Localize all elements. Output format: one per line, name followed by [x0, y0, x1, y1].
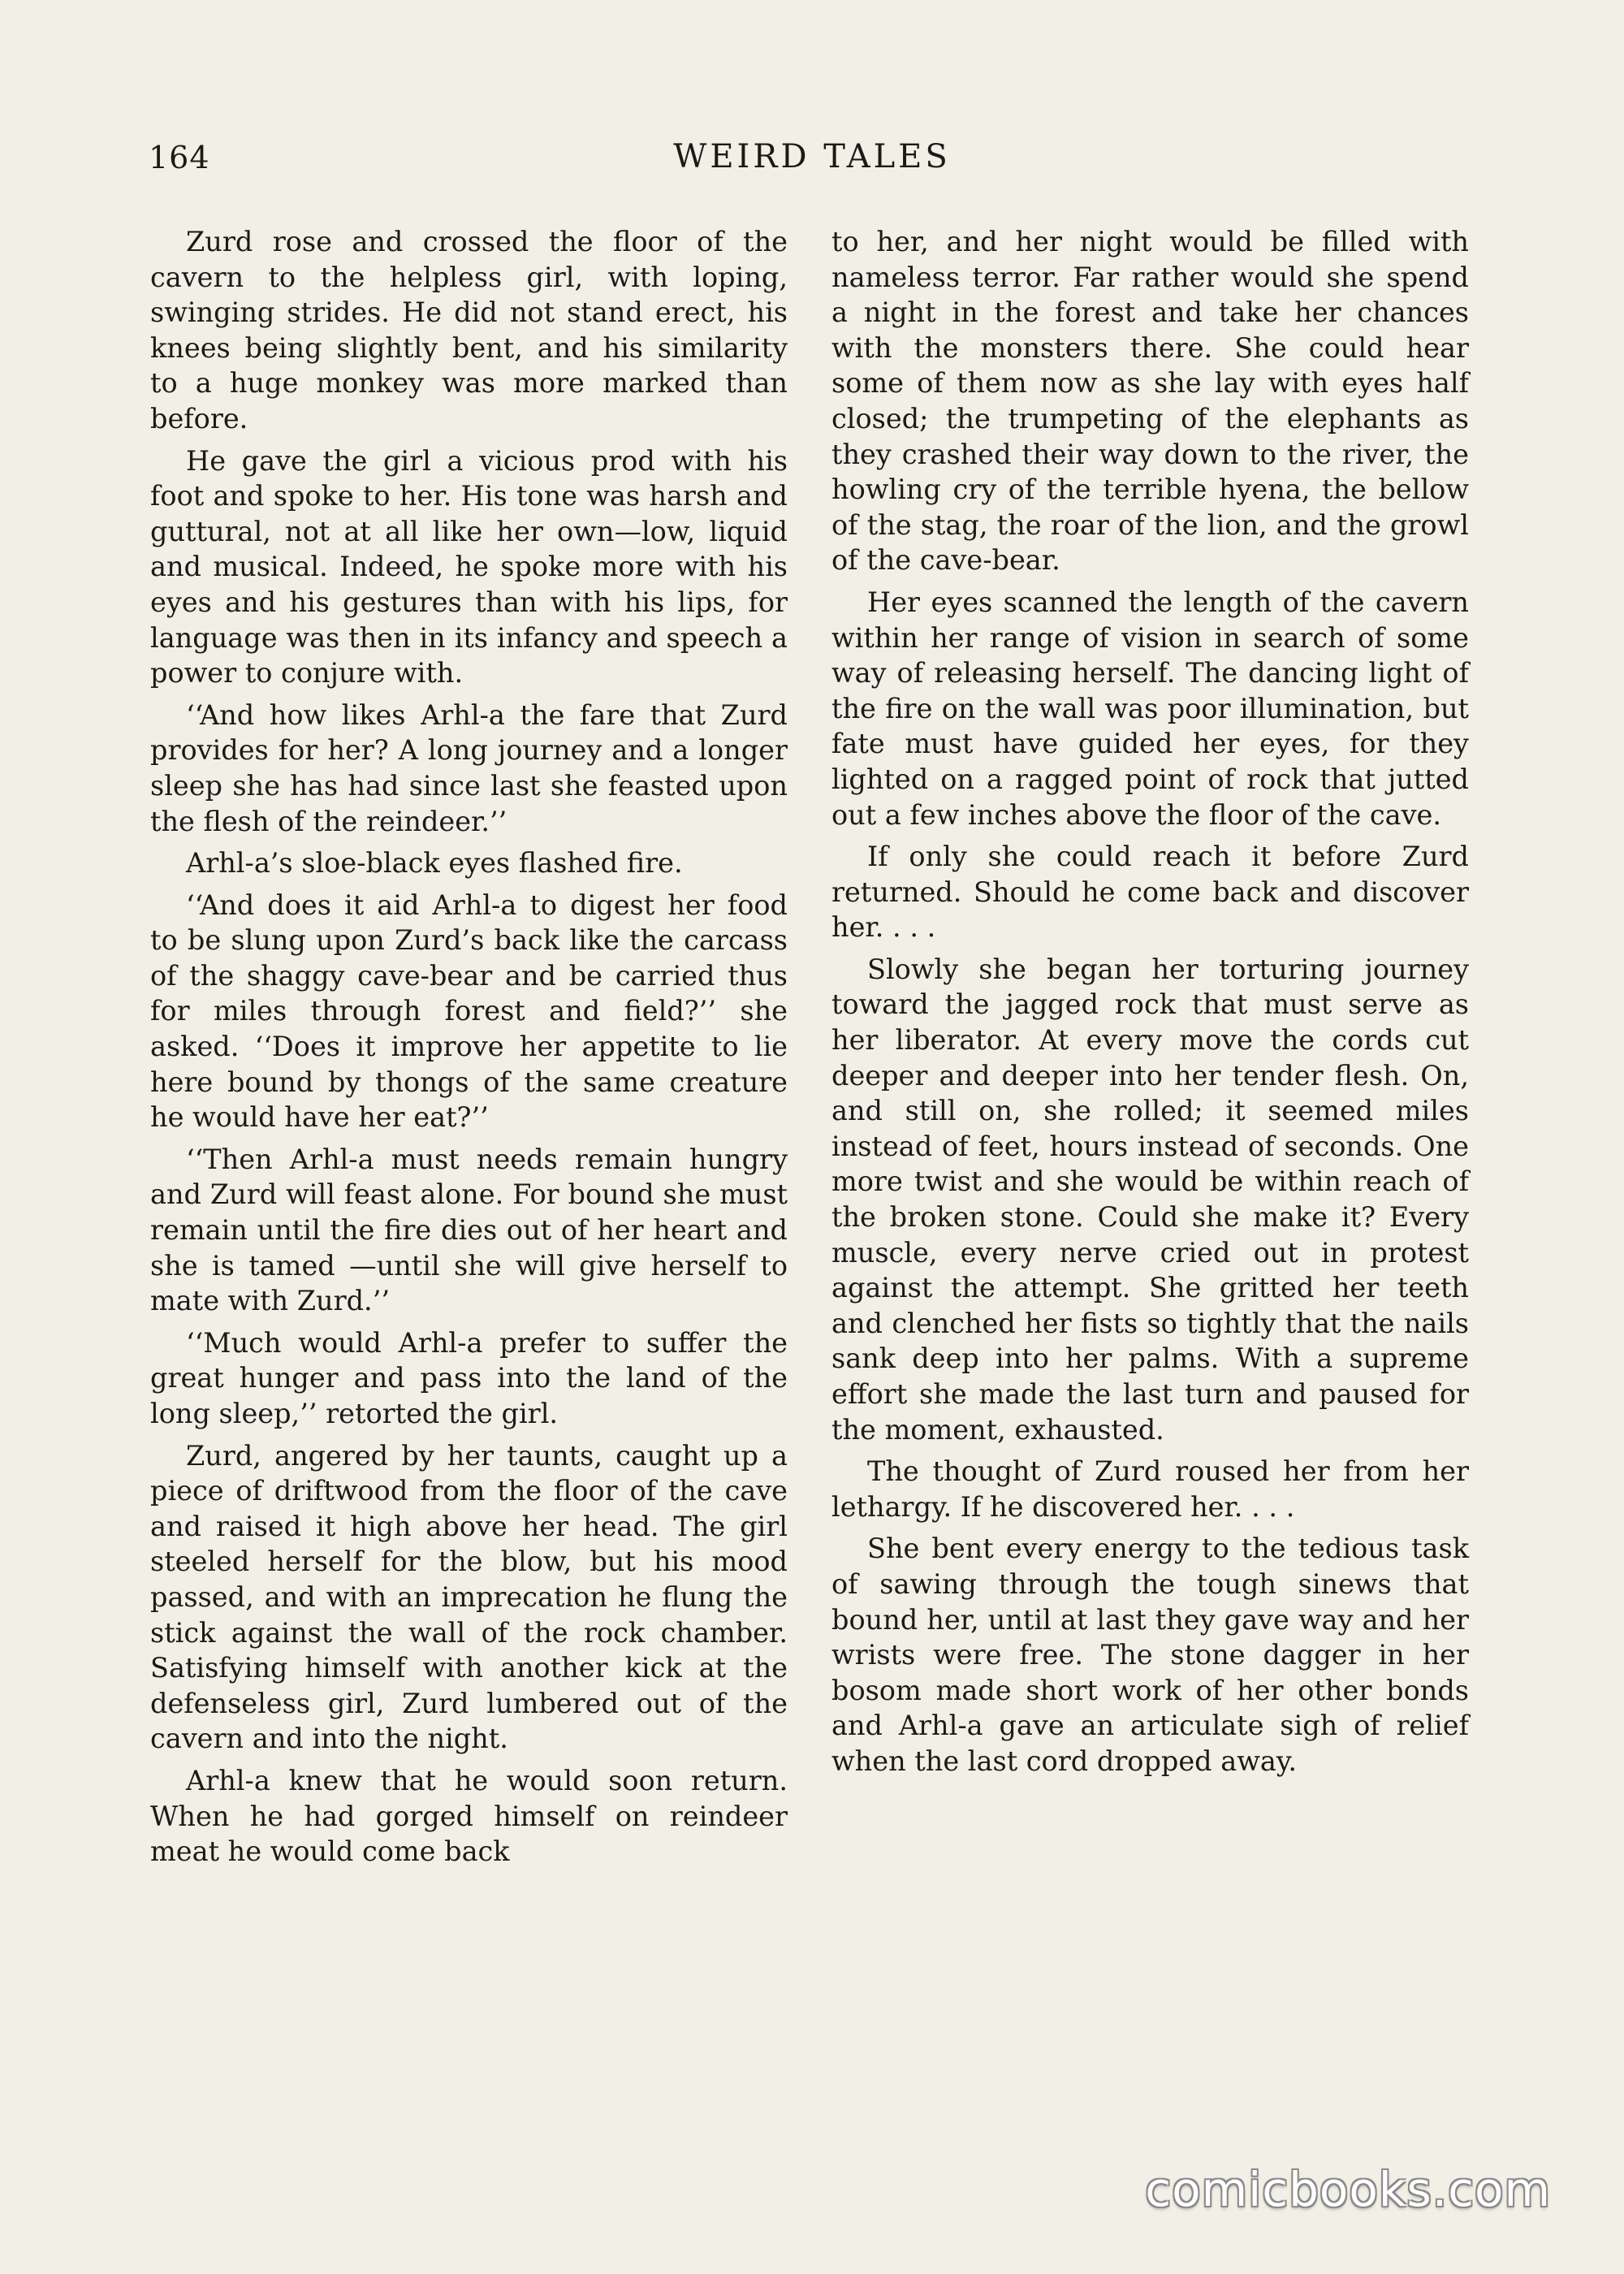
paragraph: If only she could reach it before Zurd returned. Should he come back and discover her. . . . — [831, 841, 1469, 944]
running-head-title: WEIRD TALES — [673, 138, 951, 175]
paragraph: Zurd rose and crossed the floor of the cavern to the helpless girl, with loping, swinging strides. He did not stand erect, his knees being slightly bent, and his similarity to a huge monkey was more marked than before. — [150, 226, 788, 434]
right-column — [831, 224, 1469, 1786]
paragraph: She bent every energy to the tedious task of sawing through the tough sinews that bound her, until at last they gave way and her wrists were free. The stone dagger in her bosom made short work of her other bonds and Arhl-a gave an articulate sigh of relief when the last cord dropped away. — [831, 1533, 1469, 1777]
paragraph: ‘‘Then Arhl-a must needs remain hungry and Zurd will feast alone. For bound she must remain until the fire dies out of her heart and she is tamed —until she will give herself to mate with Zurd.’’ — [150, 1143, 788, 1317]
paragraph: The thought of Zurd roused her from her lethargy. If he discovered her. . . . — [831, 1455, 1469, 1523]
left-column — [150, 224, 788, 1876]
paragraph: Slowly she began her torturing journey toward the jagged rock that must serve as her liberator. At every move the cords cut deeper and deeper into her tender flesh. On, and still on, she rolled; it seemed miles instead of feet, hours instead of seconds. One more twist and she would be within reach of the broken stone. Could she make it? Every muscle, every nerve cried out in protest against the attempt. She gritted her teeth and clenched her fists so tightly that the nails sank deep into her palms. With a supreme effort she made the last turn and paused for the moment, exhausted. — [831, 953, 1469, 1446]
paragraph: Her eyes scanned the length of the cavern within her range of vision in search of some way of releasing herself. The dancing light of the fire on the wall was poor illumination, but fate must have guided her eyes, for they lighted on a ragged point of rock that jutted out a few inches above the floor of the cave. — [831, 586, 1469, 831]
watermark-logo: comicbooks.com — [1145, 2162, 1551, 2217]
paragraph: Arhl-a’s sloe-black eyes flashed fire. — [186, 847, 683, 880]
paragraph-continued: to her, and her night would be filled with nameless terror. Far rather would she spend a night in the forest and take her chances with the monsters there. She could hear some of them now as she lay with eyes half closed; the trumpeting of the elephants as they crashed their way down to the river, the howling cry of the terrible hyena, the bellow of the stag, the roar of the lion, and the growl of the cave-bear. — [831, 226, 1469, 577]
paragraph: ‘‘Much would Arhl-a prefer to suffer the great hunger and pass into the land of the long sleep,’’ retorted the girl. — [150, 1326, 788, 1429]
paragraph: He gave the girl a vicious prod with his foot and spoke to her. His tone was harsh and guttural, not at all like her own—low, liquid and musical. Indeed, he spoke more with his eyes and his gestures than with his lips, for language was then in its infancy and speech a power to conjure with. — [150, 444, 788, 690]
paragraph: Arhl-a knew that he would soon return. When he had gorged himself on reindeer meat he would come back — [150, 1764, 788, 1868]
paragraph: ‘‘And does it aid Arhl-a to digest her food to be slung upon Zurd’s back like the carcass of the shaggy cave-bear and be carried thus for miles through forest and field?’’ she asked. ‘‘Does it improve her appetite to lie here bound by thongs of the same creature he would have her eat?’’ — [150, 888, 788, 1134]
paragraph: Zurd, angered by her taunts, caught up a piece of driftwood from the floor of the cave and raised it high above her head. The girl steeled herself for the blow, but his mood passed, and with an imprecation he flung the stick against the wall of the rock chamber. Satisfying himself with another kick at the defenseless girl, Zurd lumbered out of the cavern and into the night. — [150, 1439, 788, 1755]
paragraph: ‘‘And how likes Arhl-a the fare that Zurd provides for her? A long journey and a longer sleep she has had since last she feasted upon the flesh of the reindeer.’’ — [150, 698, 788, 837]
page-number: 164 — [149, 140, 210, 175]
